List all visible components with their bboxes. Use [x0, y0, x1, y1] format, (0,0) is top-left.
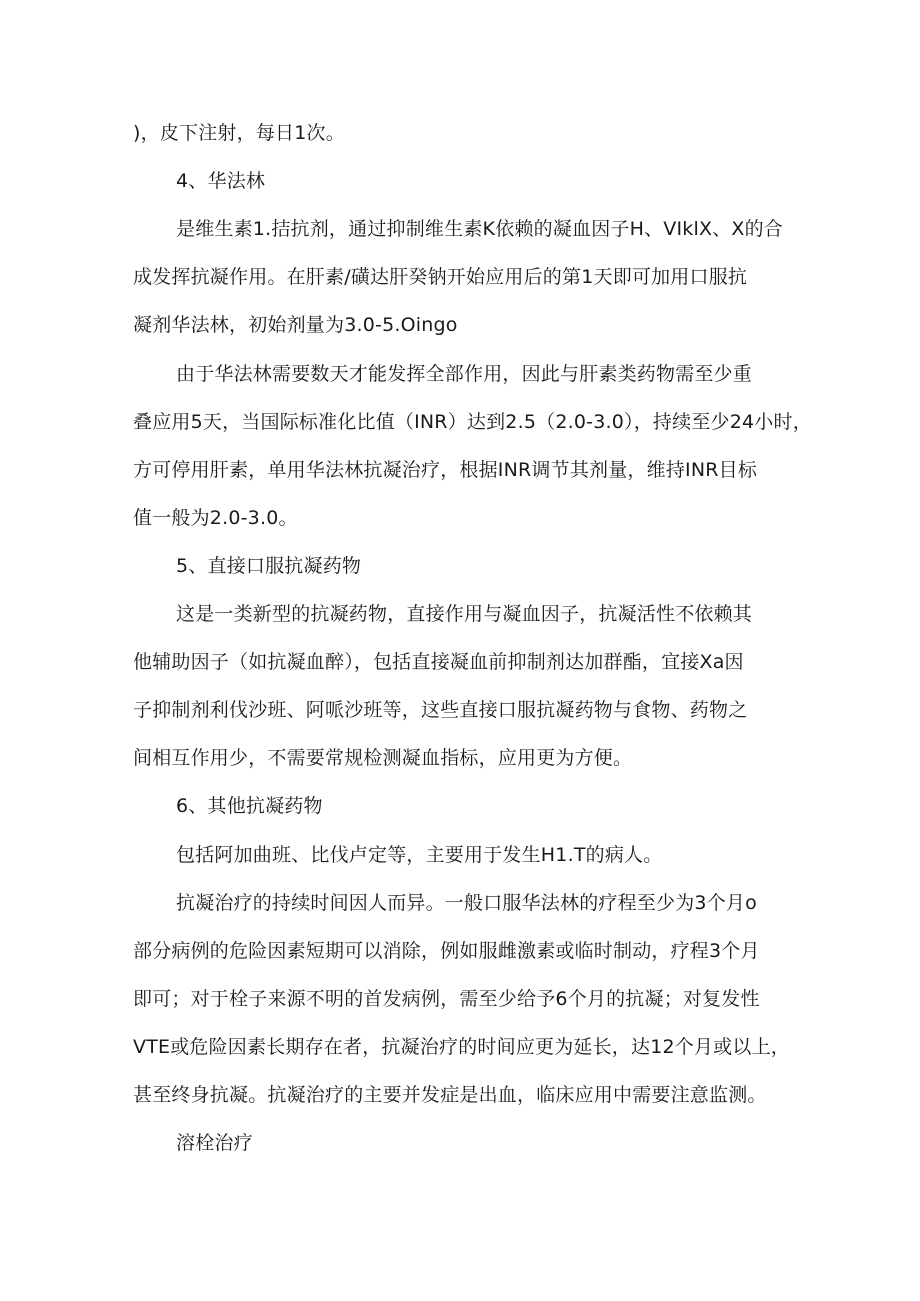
section-heading-doac: 5、直接口服抗凝药物 — [176, 555, 362, 577]
text-line: 这是一类新型的抗凝药物，直接作用与凝血因子，抗凝活性不依赖其 — [176, 603, 753, 625]
text-line: )，皮下注射，每日1次。 — [133, 122, 345, 144]
text-line: 即可；对于栓子来源不明的首发病例，需至少给予6个月的抗凝；对复发性 — [133, 988, 760, 1010]
text-line: 叠应用5天，当国际标准化比值（INR）达到2.5（2.0-3.0），持续至少24小时， — [133, 411, 812, 433]
section-heading-thrombolysis: 溶栓治疗 — [176, 1132, 253, 1154]
section-heading-warfarin: 4、华法林 — [176, 170, 266, 192]
text-line: 部分病例的危险因素短期可以消除，例如服雌激素或临时制动，疗程3个月 — [133, 940, 760, 962]
text-line: 由于华法林需要数天才能发挥全部作用，因此与肝素类药物需至少重 — [176, 363, 753, 385]
text-line: 值一般为2.0-3.0。 — [133, 507, 298, 529]
text-line: 子抑制剂利伐沙班、阿哌沙班等，这些直接口服抗凝药物与食物、药物之 — [133, 699, 748, 721]
text-line: VTE或危险因素长期存在者，抗凝治疗的时间应更为延长，达12个月或以上， — [133, 1036, 790, 1058]
text-line: 他辅助因子（如抗凝血醉），包括直接凝血前抑制剂达加群酯，宜接Xa因 — [133, 651, 744, 673]
text-line: 甚至终身抗凝。抗凝治疗的主要并发症是出血，临床应用中需要注意监测。 — [133, 1084, 767, 1106]
text-line: 方可停用肝素，单用华法林抗凝治疗，根据INR调节其剂量，维持INR目标 — [133, 459, 758, 481]
text-line: 间相互作用少，不需要常规检测凝血指标，应用更为方便。 — [133, 747, 633, 769]
text-line: 抗凝治疗的持续时间因人而异。一般口服华法林的疗程至少为3个月o — [176, 892, 757, 914]
section-heading-other: 6、其他抗凝药物 — [176, 795, 323, 817]
text-line: 成发挥抗凝作用。在肝素/磺达肝癸钠开始应用后的第1天即可加用口服抗 — [133, 266, 748, 288]
text-line: 凝剂华法林，初始剂量为3.0-5.Oingo — [133, 314, 458, 336]
text-line: 是维生素1.拮抗剂，通过抑制维生素K依赖的凝血因子H、VIklX、X的合 — [176, 218, 783, 240]
text-line: 包括阿加曲班、比伐卢定等，主要用于发生H1.T的病人。 — [176, 844, 663, 866]
